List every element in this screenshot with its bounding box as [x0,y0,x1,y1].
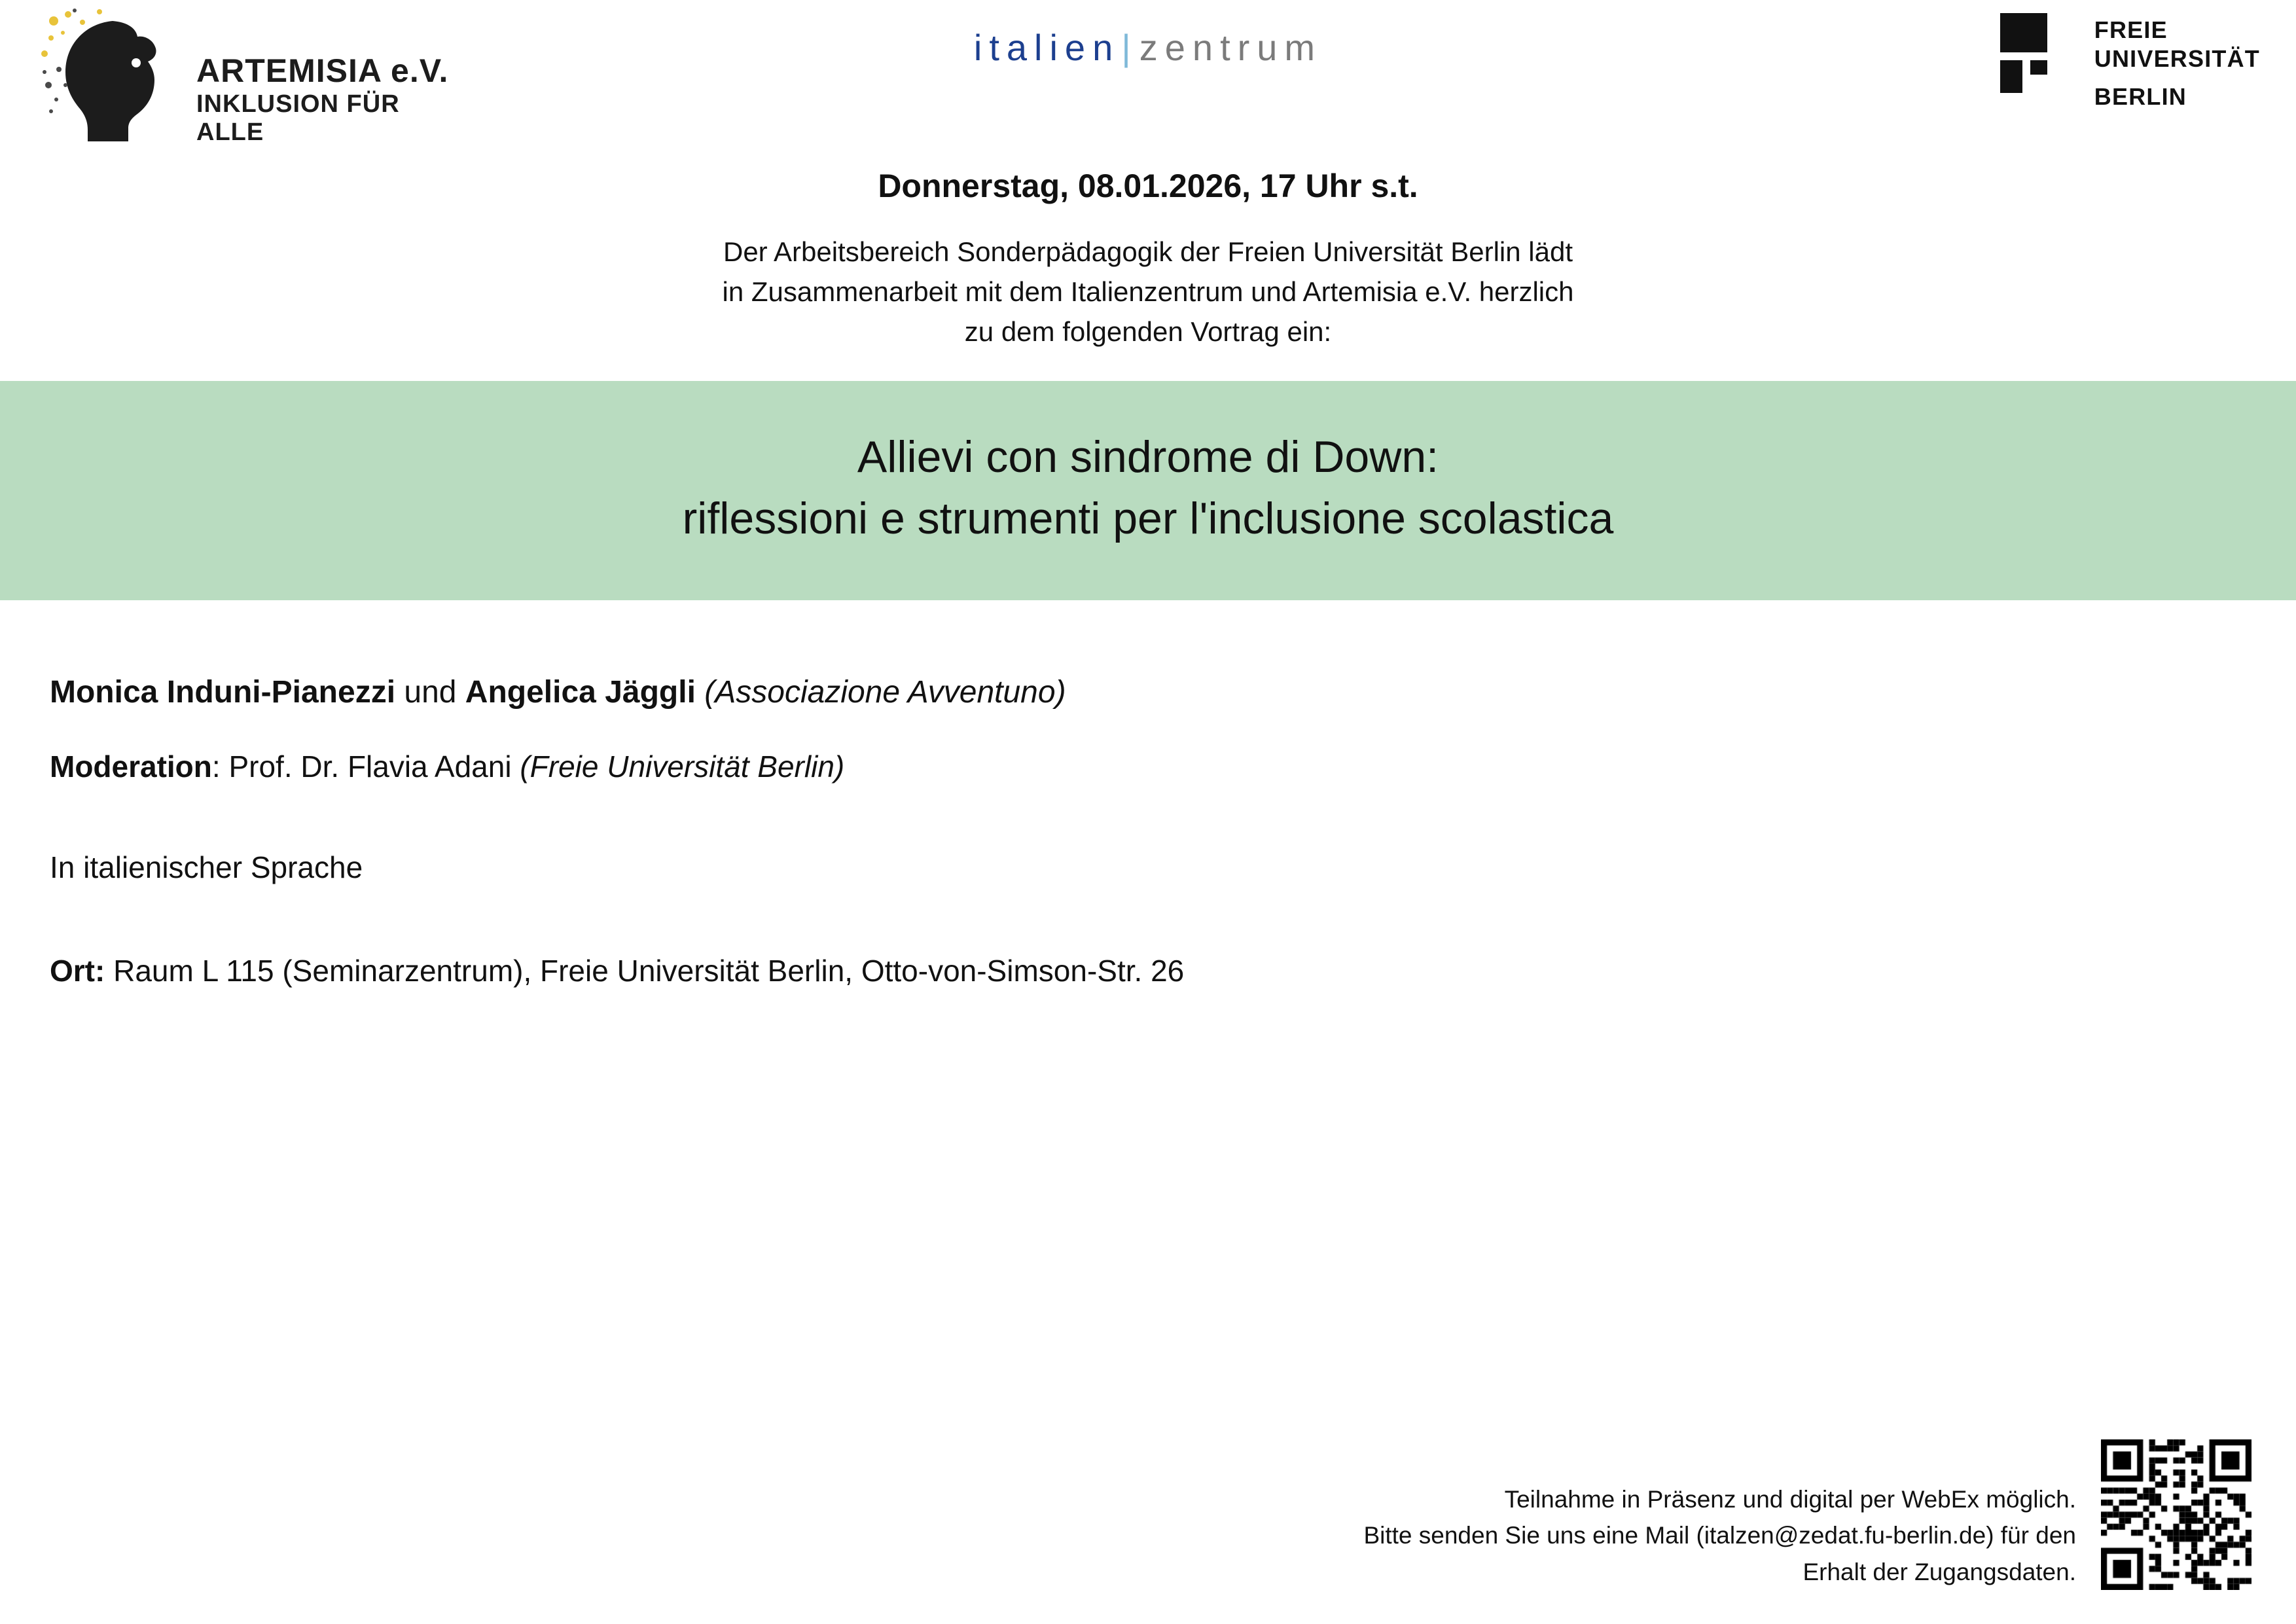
invitation-line-2: in Zusammenarbeit mit dem Italienzentrum und Artemisia e.V. herzlich [722,276,1574,307]
moderation-line [50,748,2246,787]
fu-line-universitaet: UNIVERSITÄT [2094,45,2260,72]
invitation-line-3: zu dem folgenden Vortrag ein: [964,316,1332,347]
place-label: Ort: [50,953,105,988]
italienzentrum-part1: italien [973,27,1121,68]
artemisia-subtitle: INKLUSION FÜR ALLE [196,90,400,147]
artemisia-title: ARTEMISIA e.V. [196,52,449,89]
moderation-separator: : [211,749,229,784]
speakers-conjunction: und [395,675,465,710]
italienzentrum-separator: | [1121,27,1138,68]
invitation-line-1: Der Arbeitsbereich Sonderpädagogik der Freien Universität Berlin lädt [723,236,1573,267]
footer-text [1363,1481,2076,1591]
header [0,0,2296,167]
footer [1363,1439,2251,1590]
moderation-label: Moderation [50,749,212,784]
place-value: Raum L 115 (Seminarzentrum), Freie Universität Berlin, Otto-von-Simson-Str. 26 [105,953,1185,988]
event-date: Donnerstag, 08.01.2026, 17 Uhr s.t. [878,168,1418,204]
fu-berlin-wordmark [2094,13,2260,111]
fu-line-freie: FREIE [2094,16,2168,43]
speaker-name-2: Angelica Jäggli [465,675,696,710]
language-line: In italienischer Sprache [50,850,363,884]
italienzentrum-part2: zentrum [1139,27,1323,68]
place-line [50,953,2246,988]
lecture-title-line-1: Allievi con sindrome di Down: [857,431,1439,482]
lecture-title-line-2: riflessioni e strumenti per l'inclusione scolastica [682,493,1614,543]
footer-line-1: Teilnahme in Präsenz und digital per WebEx möglich. [1504,1485,2076,1513]
fu-line-berlin: BERLIN [2094,82,2187,110]
qr-code-icon [2101,1439,2251,1590]
speakers-affiliation: (Associazione Avventuno) [695,675,1066,710]
fu-berlin-mark-icon [2000,13,2077,93]
moderation-person: Prof. Dr. Flavia Adani [228,749,520,784]
footer-line-2: Bitte senden Sie uns eine Mail (italzen@zedat.fu-berlin.de) für den [1363,1522,2076,1549]
speakers-line [50,672,2246,713]
fu-berlin-logo [2000,13,2260,111]
footer-line-3: Erhalt der Zugangsdaten. [1803,1558,2076,1585]
body-content [0,672,2296,988]
invitation-text [0,232,2296,352]
title-band [0,381,2296,601]
speaker-name-1: Monica Induni-Pianezzi [50,675,396,710]
italienzentrum-logo [0,26,2296,69]
moderation-affiliation: (Freie Universität Berlin) [520,749,845,784]
